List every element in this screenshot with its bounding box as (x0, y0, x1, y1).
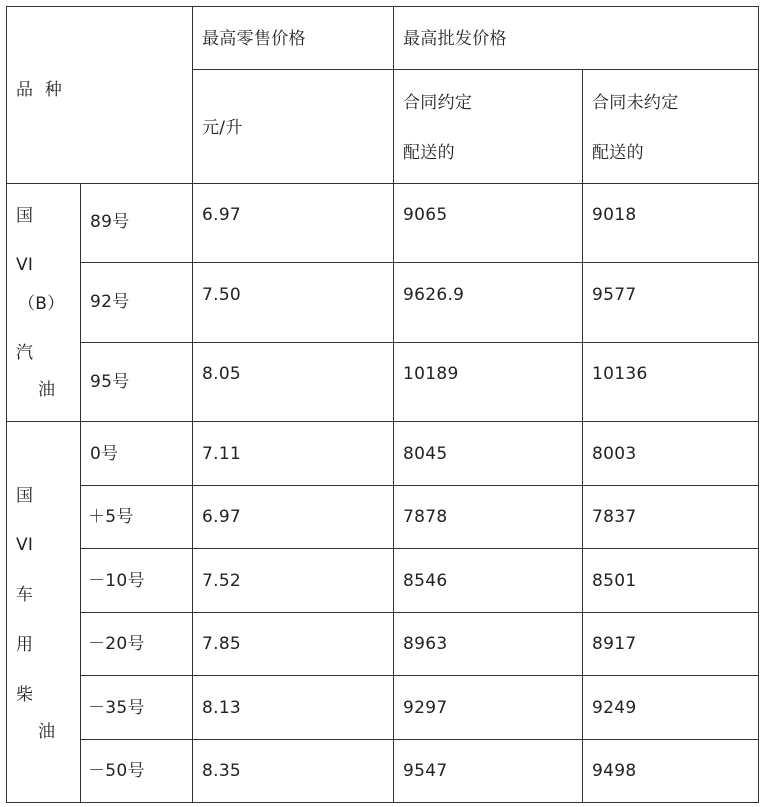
header-contract-line2: 配送的 (403, 143, 455, 163)
no-contract-price-cell: 9577 (592, 285, 637, 305)
retail-price-cell: 8.05 (202, 364, 242, 384)
header-no-contract-line1: 合同未约定 (592, 93, 679, 113)
column-divider (393, 6, 394, 803)
diesel-group-label: 用 (16, 635, 34, 655)
contract-price-cell: 8963 (403, 634, 448, 654)
no-contract-price-cell: 7837 (592, 507, 637, 527)
no-contract-price-cell: 9249 (592, 698, 637, 718)
row-divider (80, 548, 759, 549)
grade-cell: －35号 (88, 698, 145, 718)
grade-cell: 92号 (90, 292, 130, 312)
contract-price-cell: 8546 (403, 571, 448, 591)
diesel-group-label: 油 (38, 722, 56, 742)
group-divider (6, 421, 759, 422)
retail-price-cell: 7.50 (202, 285, 242, 305)
contract-price-cell: 8045 (403, 444, 448, 464)
table-border-right (758, 6, 759, 803)
gasoline-group-label: 汽 (16, 343, 34, 363)
retail-price-cell: 7.11 (202, 444, 242, 464)
grade-cell: －10号 (88, 571, 145, 591)
contract-price-cell: 9065 (403, 205, 448, 225)
gasoline-group-label: 油 (38, 380, 56, 400)
header-bottom-border (6, 183, 759, 184)
grade-cell: －50号 (88, 761, 145, 781)
header-retail-price: 最高零售价格 (202, 29, 306, 49)
retail-price-cell: 6.97 (202, 205, 242, 225)
header-variety: 品 种 (16, 80, 63, 100)
header-wholesale-price: 最高批发价格 (403, 29, 507, 49)
column-divider (192, 6, 193, 803)
contract-price-cell: 10189 (403, 364, 459, 384)
gasoline-group-label: （B） (18, 294, 65, 314)
retail-price-cell: 7.52 (202, 571, 242, 591)
column-divider (582, 69, 583, 803)
header-no-contract-line2: 配送的 (592, 143, 644, 163)
table-border-bottom (6, 802, 759, 803)
grade-cell: 89号 (90, 212, 130, 232)
grade-cell: 95号 (90, 372, 130, 392)
table-border-top (6, 6, 759, 7)
contract-price-cell: 9297 (403, 698, 448, 718)
retail-price-cell: 8.35 (202, 761, 242, 781)
retail-price-cell: 8.13 (202, 698, 242, 718)
retail-price-cell: 6.97 (202, 507, 242, 527)
diesel-group-label: 柴 (16, 685, 34, 705)
diesel-group-label: 车 (16, 585, 34, 605)
group-column-divider (80, 183, 81, 803)
no-contract-price-cell: 9498 (592, 761, 637, 781)
gasoline-group-label: VI (16, 255, 34, 275)
no-contract-price-cell: 10136 (592, 364, 648, 384)
retail-price-cell: 7.85 (202, 634, 242, 654)
gasoline-group-label: 国 (16, 206, 34, 226)
header-contract-line1: 合同约定 (403, 93, 473, 113)
row-divider (80, 485, 759, 486)
table-border-left (6, 6, 7, 803)
row-divider (80, 675, 759, 676)
grade-cell: ＋5号 (88, 507, 134, 527)
header-divider (193, 69, 759, 70)
grade-cell: 0号 (90, 444, 119, 464)
diesel-group-label: VI (16, 535, 34, 555)
grade-cell: －20号 (88, 634, 145, 654)
diesel-group-label: 国 (16, 486, 34, 506)
contract-price-cell: 9547 (403, 761, 448, 781)
header-unit: 元/升 (202, 118, 243, 138)
no-contract-price-cell: 8501 (592, 571, 637, 591)
row-divider (80, 612, 759, 613)
no-contract-price-cell: 8003 (592, 444, 637, 464)
row-divider (80, 739, 759, 740)
contract-price-cell: 7878 (403, 507, 448, 527)
contract-price-cell: 9626.9 (403, 285, 465, 305)
no-contract-price-cell: 9018 (592, 205, 637, 225)
row-divider (80, 262, 759, 263)
row-divider (80, 342, 759, 343)
no-contract-price-cell: 8917 (592, 634, 637, 654)
